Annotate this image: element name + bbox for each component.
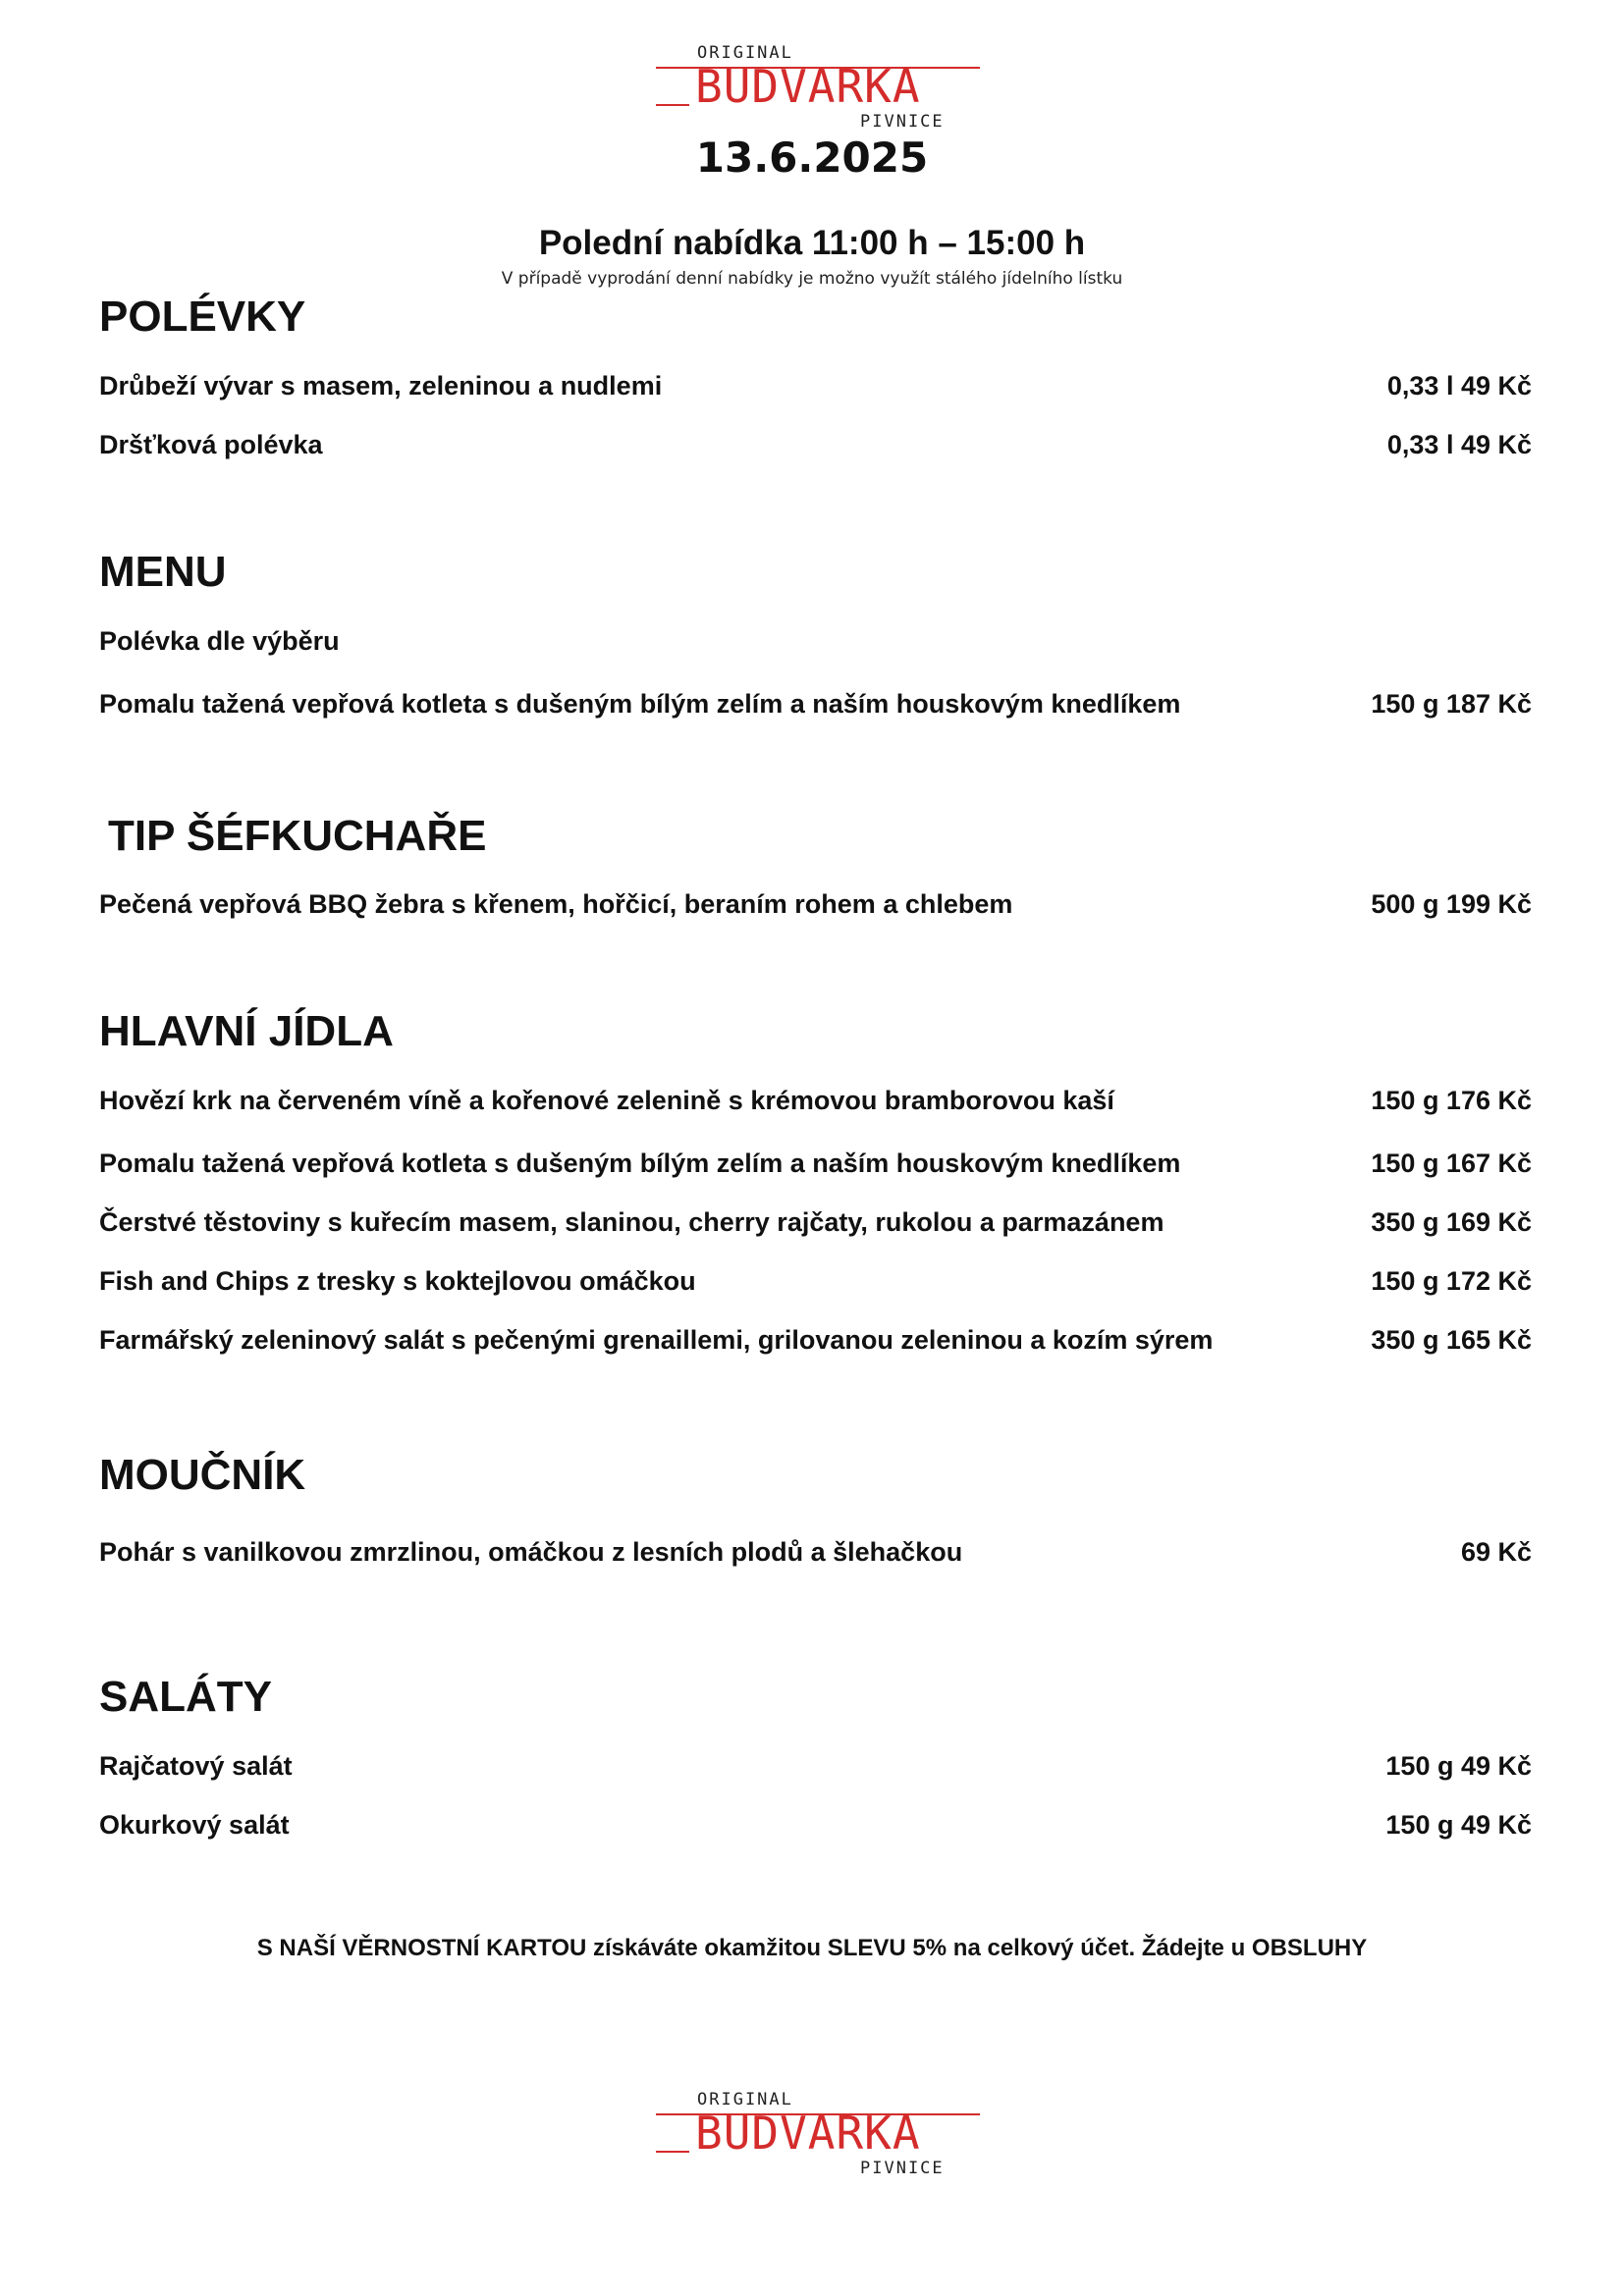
item-price: 500 g 199 Kč (1371, 889, 1532, 919)
menu-item (99, 626, 1532, 662)
heading-dessert: MOUČNÍK (99, 1451, 306, 1499)
offer-title: Polední nabídka 11:00 h – 15:00 h (538, 224, 1086, 262)
menu-item (99, 371, 1532, 406)
menu-item (99, 430, 1532, 465)
logo-line-left (656, 2151, 689, 2153)
item-price: 350 g 165 Kč (1371, 1325, 1532, 1355)
item-name: Čerstvé těstoviny s kuřecím masem, slaninou, cherry rajčaty, rukolou a parmazánem (99, 1207, 1164, 1237)
item-price: 150 g 172 Kč (1371, 1266, 1532, 1296)
logo-brand: BUDVARKA (695, 2107, 921, 2160)
menu-item (99, 1207, 1532, 1243)
offer-note: V případě vyprodání denní nabídky je možno využít stálého jídelního lístku (501, 269, 1123, 289)
menu-item (99, 1086, 1532, 1121)
logo-pivnice-text: PIVNICE (860, 112, 945, 132)
item-name: Pohár s vanilkovou zmrzlinou, omáčkou z lesních plodů a šlehačkou (99, 1537, 963, 1567)
logo-brand: BUDVARKA (695, 60, 921, 113)
heading-mains: HLAVNÍ JÍDLA (99, 1007, 394, 1055)
menu-item (99, 1537, 1532, 1573)
item-price: 150 g 49 Kč (1385, 1810, 1532, 1840)
item-price: 150 g 176 Kč (1371, 1086, 1532, 1115)
item-name: Hovězí krk na červeném víně a kořenové zelenině s krémovou bramborovou kaší (99, 1086, 1114, 1115)
item-name: Fish and Chips z tresky s koktejlovou omáčkou (99, 1266, 696, 1296)
item-price: 150 g 167 Kč (1371, 1148, 1532, 1178)
heading-salads: SALÁTY (99, 1673, 272, 1721)
logo-bottom (0, 2090, 1624, 2188)
logo-original-text: ORIGINAL (697, 2090, 793, 2109)
item-price: 69 Kč (1460, 1537, 1532, 1567)
heading-chef-tip: TIP ŠÉFKUCHAŘE (108, 812, 487, 860)
item-price: 150 g 49 Kč (1385, 1751, 1532, 1781)
item-price: 350 g 169 Kč (1371, 1207, 1532, 1237)
menu-date: 13.6.2025 (695, 133, 929, 182)
menu-item (99, 1751, 1532, 1787)
menu-item (99, 1266, 1532, 1302)
item-name: Drůbeží vývar s masem, zeleninou a nudlemi (99, 371, 663, 400)
item-name: Polévka dle výběru (99, 626, 340, 656)
item-name: Pomalu tažená vepřová kotleta s dušeným bílým zelím a naším houskovým knedlíkem (99, 689, 1181, 719)
logo-top (0, 43, 1624, 141)
item-name: Okurkový salát (99, 1810, 290, 1840)
logo-line-left (656, 104, 689, 106)
logo-pivnice-text: PIVNICE (860, 2159, 945, 2178)
heading-soups: POLÉVKY (99, 293, 306, 341)
item-name: Farmářský zeleninový salát s pečenými grenaillemi, grilovanou zeleninou a kozím sýrem (99, 1325, 1214, 1355)
logo-original-text: ORIGINAL (697, 43, 793, 63)
heading-menu: MENU (99, 548, 227, 596)
menu-item (99, 1810, 1532, 1845)
item-name: Dršťková polévka (99, 430, 323, 459)
item-price: 0,33 l 49 Kč (1386, 371, 1532, 400)
item-price: 0,33 l 49 Kč (1386, 430, 1532, 459)
item-name: Pomalu tažená vepřová kotleta s dušeným bílým zelím a naším houskovým knedlíkem (99, 1148, 1181, 1178)
item-price: 150 g 187 Kč (1371, 689, 1532, 719)
menu-item (99, 1148, 1532, 1184)
menu-item (99, 689, 1532, 724)
loyalty-footer: S NAŠÍ VĚRNOSTNÍ KARTOU získáváte okamžitou SLEVU 5% na celkový účet. Žádejte u OBSLUHY (256, 1935, 1368, 1961)
menu-item (99, 889, 1532, 925)
menu-item (99, 1325, 1532, 1361)
item-name: Pečená vepřová BBQ žebra s křenem, hořčicí, beraním rohem a chlebem (99, 889, 1013, 919)
item-name: Rajčatový salát (99, 1751, 293, 1781)
